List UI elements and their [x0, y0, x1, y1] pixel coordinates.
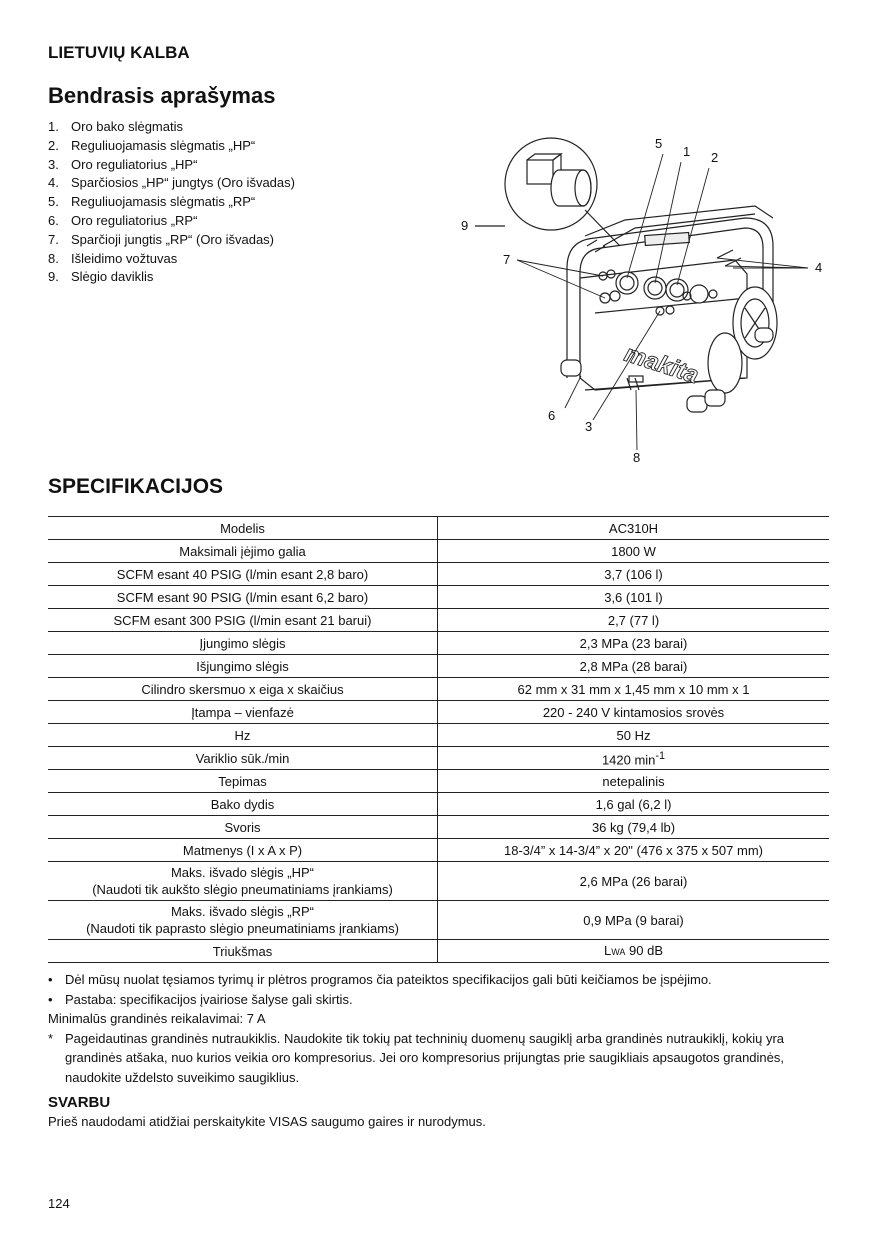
spec-label: Įtampa – vienfazė — [48, 701, 438, 724]
important-heading: SVARBU — [48, 1094, 111, 1111]
item-number: 7. — [48, 231, 59, 247]
spec-label: SCFM esant 40 PSIG (l/min esant 2,8 baro) — [48, 563, 438, 586]
list-item — [48, 231, 295, 250]
note-text: Dėl mūsų nuolat tęsiamos tyrimų ir plėtros programos čia pateiktos specifikacijos gali būti keičiamos be įspėjimo. — [65, 972, 712, 987]
item-number: 8. — [48, 250, 59, 266]
page-number: 124 — [48, 1196, 70, 1211]
table-row — [48, 747, 829, 770]
spec-label: Svoris — [48, 816, 438, 839]
list-item — [48, 118, 295, 137]
item-label: Slėgio daviklis — [71, 269, 154, 285]
spec-label: Maks. išvado slėgis „HP“ — [170, 865, 315, 880]
important-text: Prieš naudodami atidžiai perskaitykite VISAS saugumo gaires ir nurodymus. — [48, 1114, 486, 1129]
item-label: Sparčiosios „HP“ jungtys (Oro išvadas) — [71, 175, 295, 191]
item-number: 6. — [48, 212, 59, 228]
spec-label: SCFM esant 300 PSIG (l/min esant 21 barui) — [48, 609, 438, 632]
spec-value: 2,3 MPa (23 barai) — [438, 632, 830, 655]
note-text: Pastaba: specifikacijos įvairiose šalyse gali skirtis. — [65, 991, 353, 1007]
spec-value: 1420 min — [601, 752, 656, 768]
spec-value: 90 dB — [625, 942, 663, 958]
item-number: 2. — [48, 137, 59, 153]
spec-value: 3,7 (106 l) — [438, 563, 830, 586]
spec-label: Maksimali įėjimo galia — [48, 540, 438, 563]
brand-label: makita — [621, 340, 702, 390]
spec-value: 2,7 (77 l) — [438, 609, 830, 632]
table-row — [48, 862, 829, 901]
spec-value: 2,8 MPa (28 barai) — [438, 655, 830, 678]
spec-value: 1,6 gal (6,2 l) — [438, 793, 830, 816]
spec-label-note: (Naudoti tik paprasto slėgio pneumatiniams įrankiams) — [86, 921, 399, 936]
callout-6: 6 — [548, 408, 556, 423]
list-item — [48, 212, 295, 231]
spec-label: Modelis — [48, 517, 438, 540]
spec-label: SCFM esant 90 PSIG (l/min esant 6,2 baro) — [48, 586, 438, 609]
item-label: Sparčioji jungtis „RP“ (Oro išvadas) — [71, 231, 275, 247]
spec-label: Tepimas — [48, 770, 438, 793]
table-row — [48, 586, 829, 609]
language-heading: LIETUVIŲ KALBA — [48, 43, 190, 62]
spec-value: 50 Hz — [438, 724, 830, 747]
table-row — [48, 793, 829, 816]
spec-value: AC310H — [438, 517, 830, 540]
asterisk-mark: * — [48, 1030, 54, 1046]
spec-value: 2,6 MPa (26 barai) — [438, 862, 830, 901]
callout-9: 9 — [461, 218, 469, 233]
spec-label: Maks. išvado slėgis „RP“ — [170, 904, 315, 919]
list-item — [48, 250, 295, 269]
callout-1: 1 — [683, 144, 691, 159]
item-label: Oro bako slėgmatis — [71, 119, 183, 134]
spec-label-note: (Naudoti tik aukšto slėgio pneumatiniams įrankiams) — [92, 882, 393, 897]
list-item — [48, 137, 295, 156]
spec-value: 3,6 (101 l) — [438, 586, 830, 609]
note-text: Pageidautinas grandinės nutraukiklis. Naudokite tik tokių pat techninių duomenų saugiklį arba grandinės nutraukiklį, kokių yra grandinės atšaka, nuo kurios veikia oro kompresorius. Jei oro kompresorius prijungtas prie saugikliais apsaugotos grandinės, naudokite uždelsto suveikimo saugiklius. — [65, 1030, 785, 1085]
specifications-title: SPECIFIKACIJOS — [48, 475, 224, 498]
spec-label-cell — [48, 862, 438, 901]
table-row — [48, 632, 829, 655]
spec-value-cell — [438, 747, 830, 770]
spec-label: Variklio sūk./min — [48, 747, 438, 770]
item-number: 1. — [48, 119, 59, 134]
table-row — [48, 724, 829, 747]
spec-label: Matmenys (I x A x P) — [48, 839, 438, 862]
callout-4: 4 — [815, 260, 823, 275]
spec-label: Išjungimo slėgis — [48, 655, 438, 678]
callout-7: 7 — [503, 252, 511, 267]
spec-label: Cilindro skersmuo x eiga x skaičius — [48, 678, 438, 701]
item-label: Reguliuojamasis slėgmatis „HP“ — [71, 137, 256, 153]
spec-value: 18-3/4” x 14-3/4” x 20" (476 x 375 x 507 mm) — [438, 839, 830, 862]
list-item — [48, 174, 295, 193]
item-number: 5. — [48, 194, 59, 210]
item-label: Išleidimo vožtuvas — [71, 250, 178, 266]
spec-value-exponent: -1 — [655, 749, 666, 762]
table-row — [48, 940, 829, 963]
callout-2: 2 — [711, 150, 719, 165]
spec-label: Hz — [48, 724, 438, 747]
spec-value: 0,9 MPa (9 barai) — [438, 901, 830, 940]
table-row — [48, 609, 829, 632]
lwa-subscript: WA — [611, 946, 626, 957]
specifications-table — [48, 516, 829, 963]
lwa-symbol: L — [604, 942, 612, 958]
spec-label: Bako dydis — [48, 793, 438, 816]
callout-8: 8 — [633, 450, 641, 465]
asterisk-note — [48, 1029, 838, 1088]
spec-value: 62 mm x 31 mm x 1,45 mm x 10 mm x 1 — [438, 678, 830, 701]
list-item — [48, 193, 295, 212]
table-row — [48, 655, 829, 678]
spec-value: netepalinis — [438, 770, 830, 793]
item-number: 3. — [48, 156, 59, 172]
table-row — [48, 517, 829, 540]
table-row — [48, 701, 829, 724]
table-row — [48, 540, 829, 563]
parts-list — [48, 118, 295, 287]
table-row — [48, 770, 829, 793]
spec-label-cell — [48, 901, 438, 940]
callout-3: 3 — [585, 419, 593, 434]
list-item — [48, 156, 295, 175]
item-label: Reguliuojamasis slėgmatis „RP“ — [71, 194, 256, 210]
spec-value: 36 kg (79,4 lb) — [438, 816, 830, 839]
table-row — [48, 816, 829, 839]
callout-5: 5 — [655, 136, 663, 151]
list-item — [48, 268, 295, 287]
item-label: Oro reguliatorius „HP“ — [71, 156, 198, 172]
bullet-note — [48, 990, 838, 1010]
notes-section — [48, 970, 838, 1087]
item-number: 4. — [48, 175, 59, 191]
compressor-illustration — [455, 128, 835, 468]
spec-label: Įjungimo slėgis — [48, 632, 438, 655]
bullet-mark: • — [48, 972, 53, 987]
table-row — [48, 563, 829, 586]
table-row — [48, 678, 829, 701]
spec-label: Triukšmas — [48, 940, 438, 963]
item-number: 9. — [48, 269, 59, 285]
min-circuit-note: Minimalūs grandinės reikalavimai: 7 A — [48, 1011, 266, 1026]
spec-value: 1800 W — [438, 540, 830, 563]
table-row — [48, 839, 829, 862]
table-row — [48, 901, 829, 940]
item-label: Oro reguliatorius „RP“ — [71, 212, 198, 228]
section-title: Bendrasis aprašymas — [48, 83, 276, 108]
spec-value: 220 - 240 V kintamosios srovės — [438, 701, 830, 724]
bullet-mark: • — [48, 991, 53, 1007]
bullet-note — [48, 970, 838, 990]
spec-value-cell — [438, 940, 830, 963]
